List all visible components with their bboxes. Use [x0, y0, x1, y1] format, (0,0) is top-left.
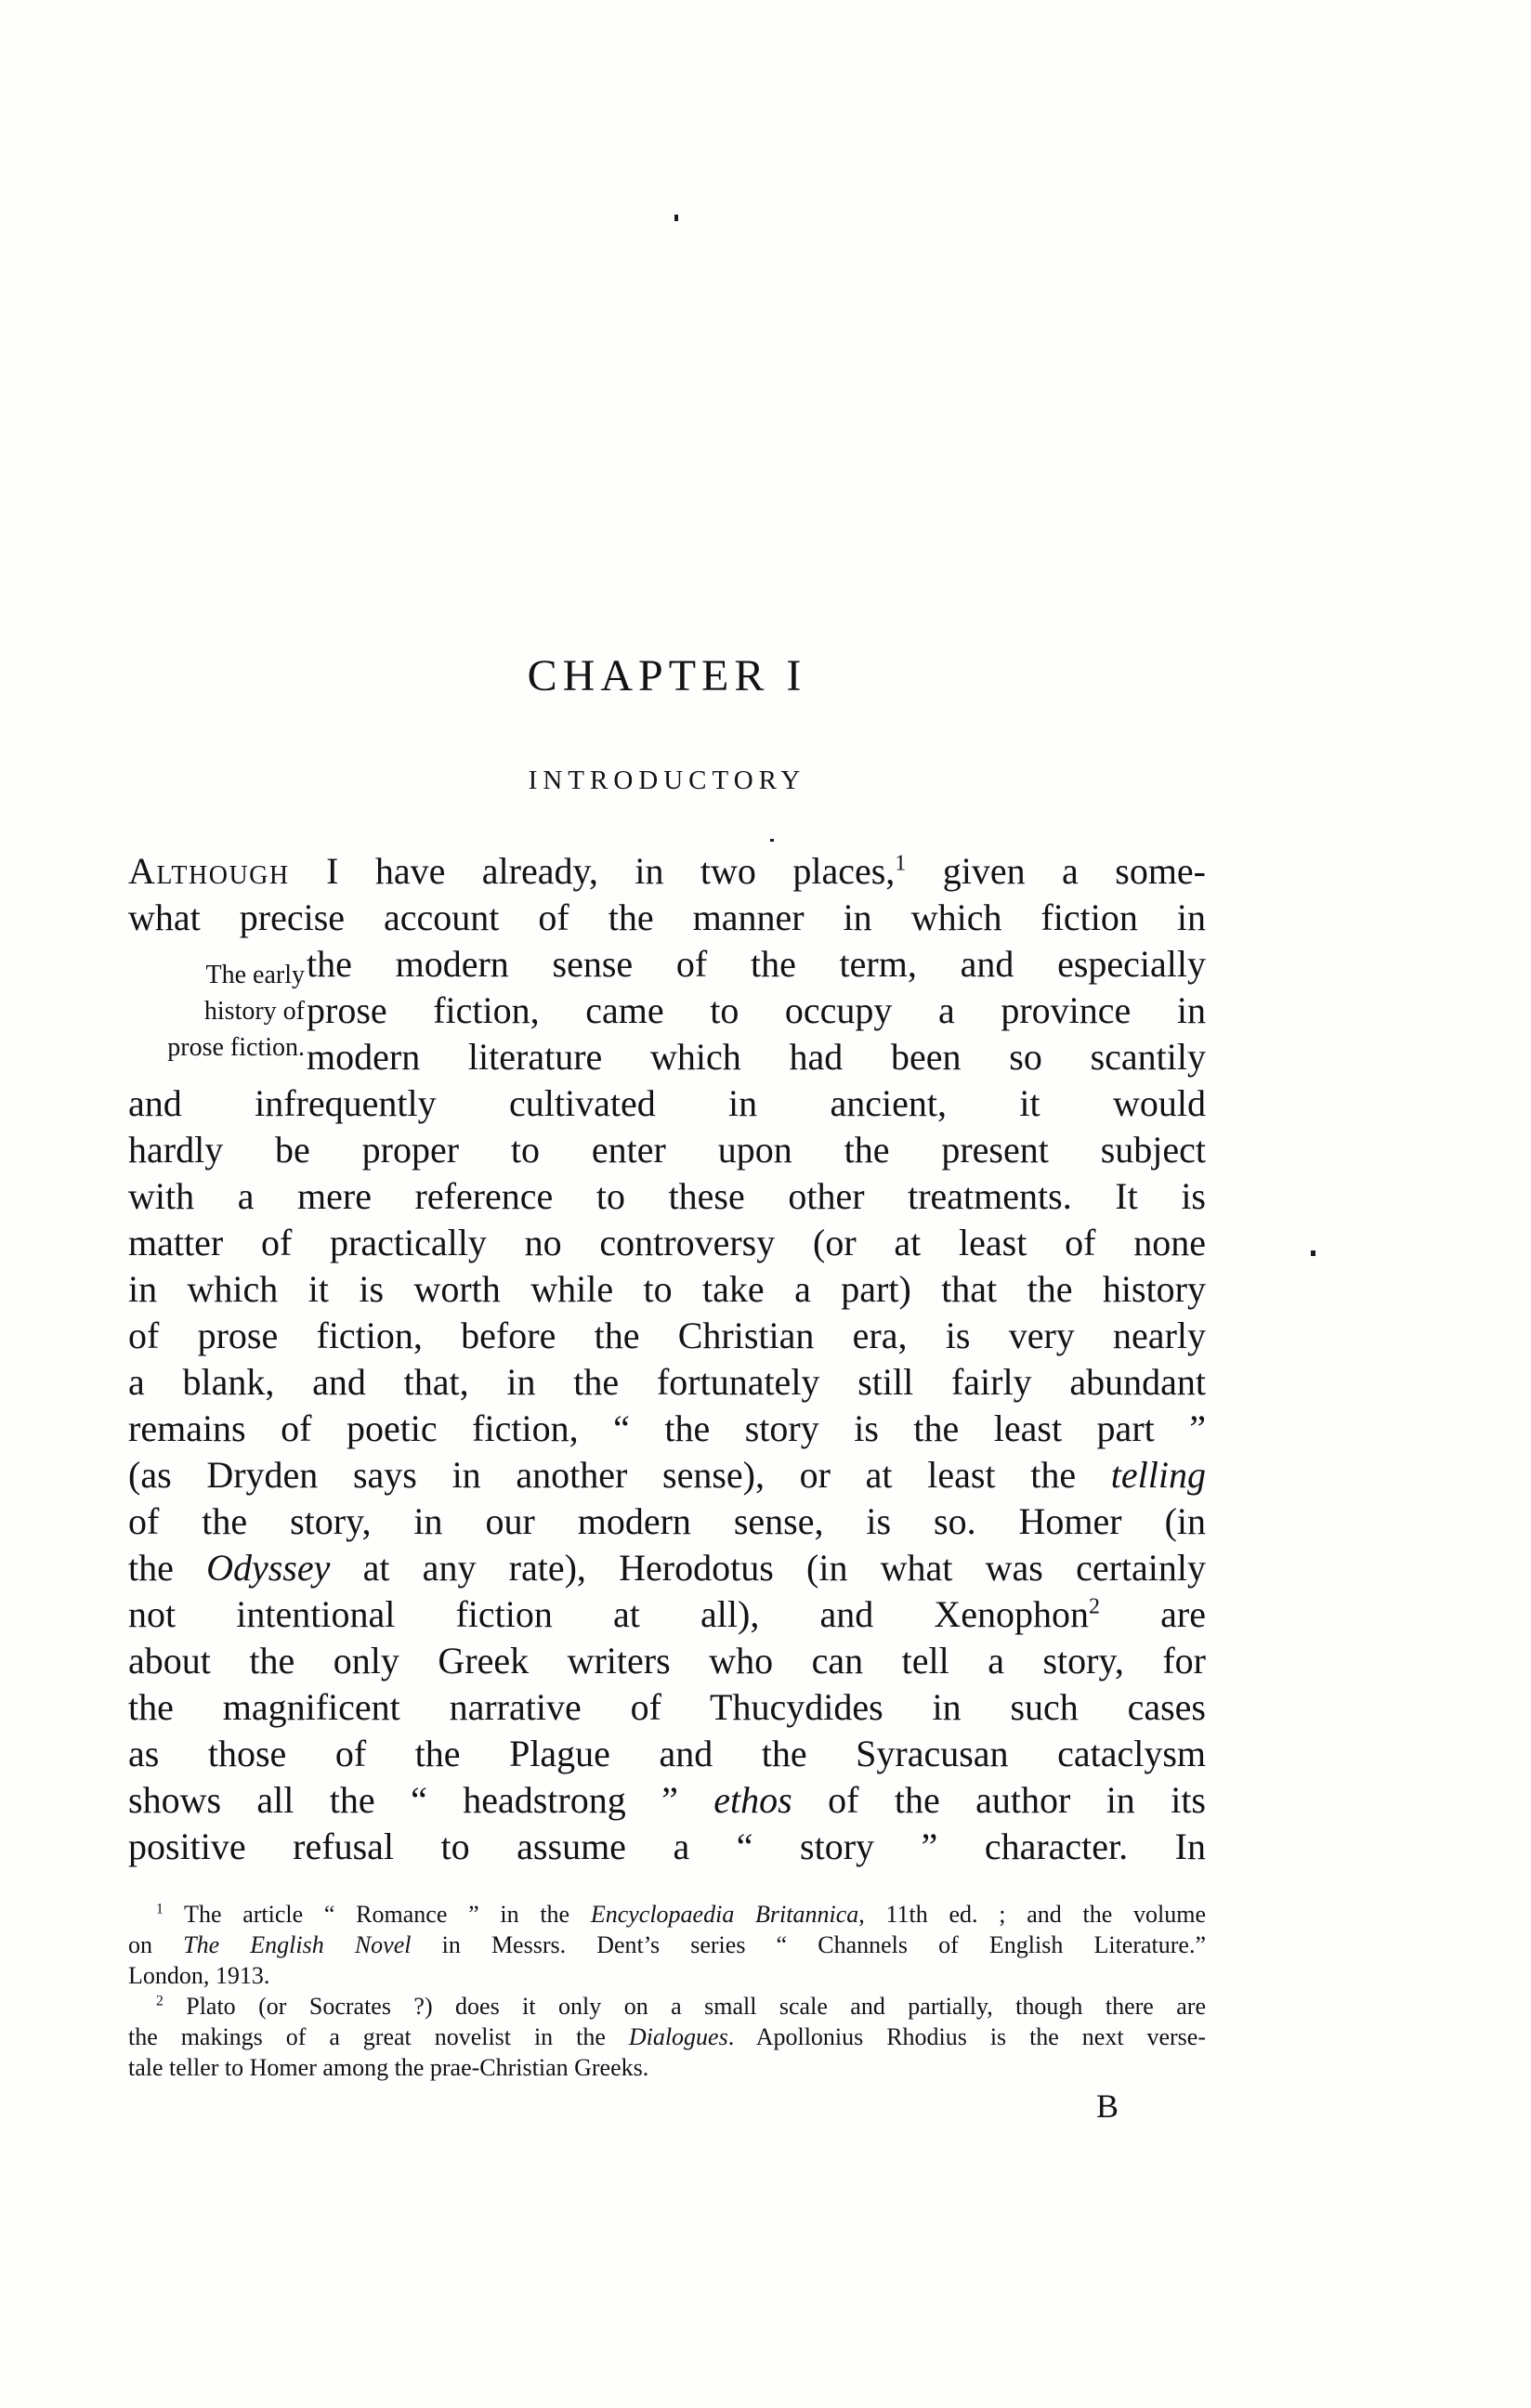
- body-text-line: modern literature which had been so scantily: [307, 1036, 1206, 1078]
- body-text-line: Although I have already, in two places,$^1$ given a some-: [128, 850, 1207, 892]
- body-text-line: prose fiction, came to occupy a province in: [307, 989, 1206, 1031]
- body-text-line: as those of the Plague and the Syracusan cataclysm: [128, 1733, 1206, 1774]
- body-text-line: remains of poetic fiction, “ the story is the least part ”: [128, 1407, 1206, 1449]
- chapter-title: CHAPTER I: [527, 651, 807, 700]
- scan-speck: [770, 839, 774, 842]
- sidenote-line: prose fiction.: [167, 1033, 305, 1062]
- printer-signature-mark: B: [1096, 2087, 1119, 2125]
- scan-speck: [1311, 1250, 1315, 1256]
- body-text-line: about the only Greek writers who can tell a story, for: [128, 1640, 1206, 1682]
- footnote-line: London, 1913.: [128, 1962, 270, 1989]
- body-text-line: positive refusal to assume a “ story ” character. In: [128, 1826, 1206, 1867]
- footnote-line: $^2$ Plato (or Socrates ?) does it only on a small scale and partially, though there are: [156, 1993, 1206, 2020]
- body-text-line: of prose fiction, before the Christian era, is very nearly: [128, 1315, 1206, 1356]
- body-text-line: of the story, in our modern sense, is so. Homer (in: [128, 1500, 1206, 1542]
- body-text-line: shows all the “ headstrong ” ethos of the author in its: [128, 1779, 1206, 1821]
- body-text-line: the modern sense of the term, and especially: [307, 943, 1206, 985]
- body-text-line: and infrequently cultivated in ancient, it would: [128, 1082, 1206, 1124]
- footnote-line: $^1$ The article “ Romance ” in the Encyclopaedia Britannica, 11th ed. ; and the volume: [156, 1901, 1206, 1928]
- body-text-line: (as Dryden says in another sense), or at least the telling: [128, 1454, 1206, 1496]
- footnotes: [128, 1899, 1206, 2083]
- body-text-line: the Odyssey at any rate), Herodotus (in what was certainly: [128, 1547, 1206, 1589]
- body-text-line: hardly be proper to enter upon the present subject: [128, 1129, 1206, 1171]
- body-text-line: a blank, and that, in the fortunately still fairly abundant: [128, 1361, 1206, 1403]
- section-title: INTRODUCTORY: [528, 766, 806, 795]
- body-text-line: not intentional fiction at all), and Xenophon$^2$ are: [128, 1593, 1207, 1635]
- body-text-line: with a mere reference to these other treatments. It is: [128, 1175, 1206, 1217]
- footnote-line: tale teller to Homer among the prae-Christian Greeks.: [128, 2054, 649, 2081]
- sidenote-line: history of: [203, 997, 305, 1026]
- body-paragraph: [128, 848, 1206, 1870]
- sidenote-line: The early: [205, 961, 305, 989]
- body-text-line: matter of practically no controversy (or at least of none: [128, 1222, 1206, 1263]
- body-text-line: the magnificent narrative of Thucydides in such cases: [128, 1686, 1206, 1728]
- body-text-line: what precise account of the manner in which fiction in: [128, 896, 1206, 938]
- body-text-line: in which it is worth while to take a part) that the history: [128, 1268, 1206, 1310]
- footnote-line: on The English Novel in Messrs. Dent’s series “ Channels of English Literature.”: [128, 1931, 1206, 1958]
- scan-speck: [674, 215, 678, 221]
- footnote-line: the makings of a great novelist in the Dialogues. Apollonius Rhodius is the next verse-: [128, 2023, 1206, 2050]
